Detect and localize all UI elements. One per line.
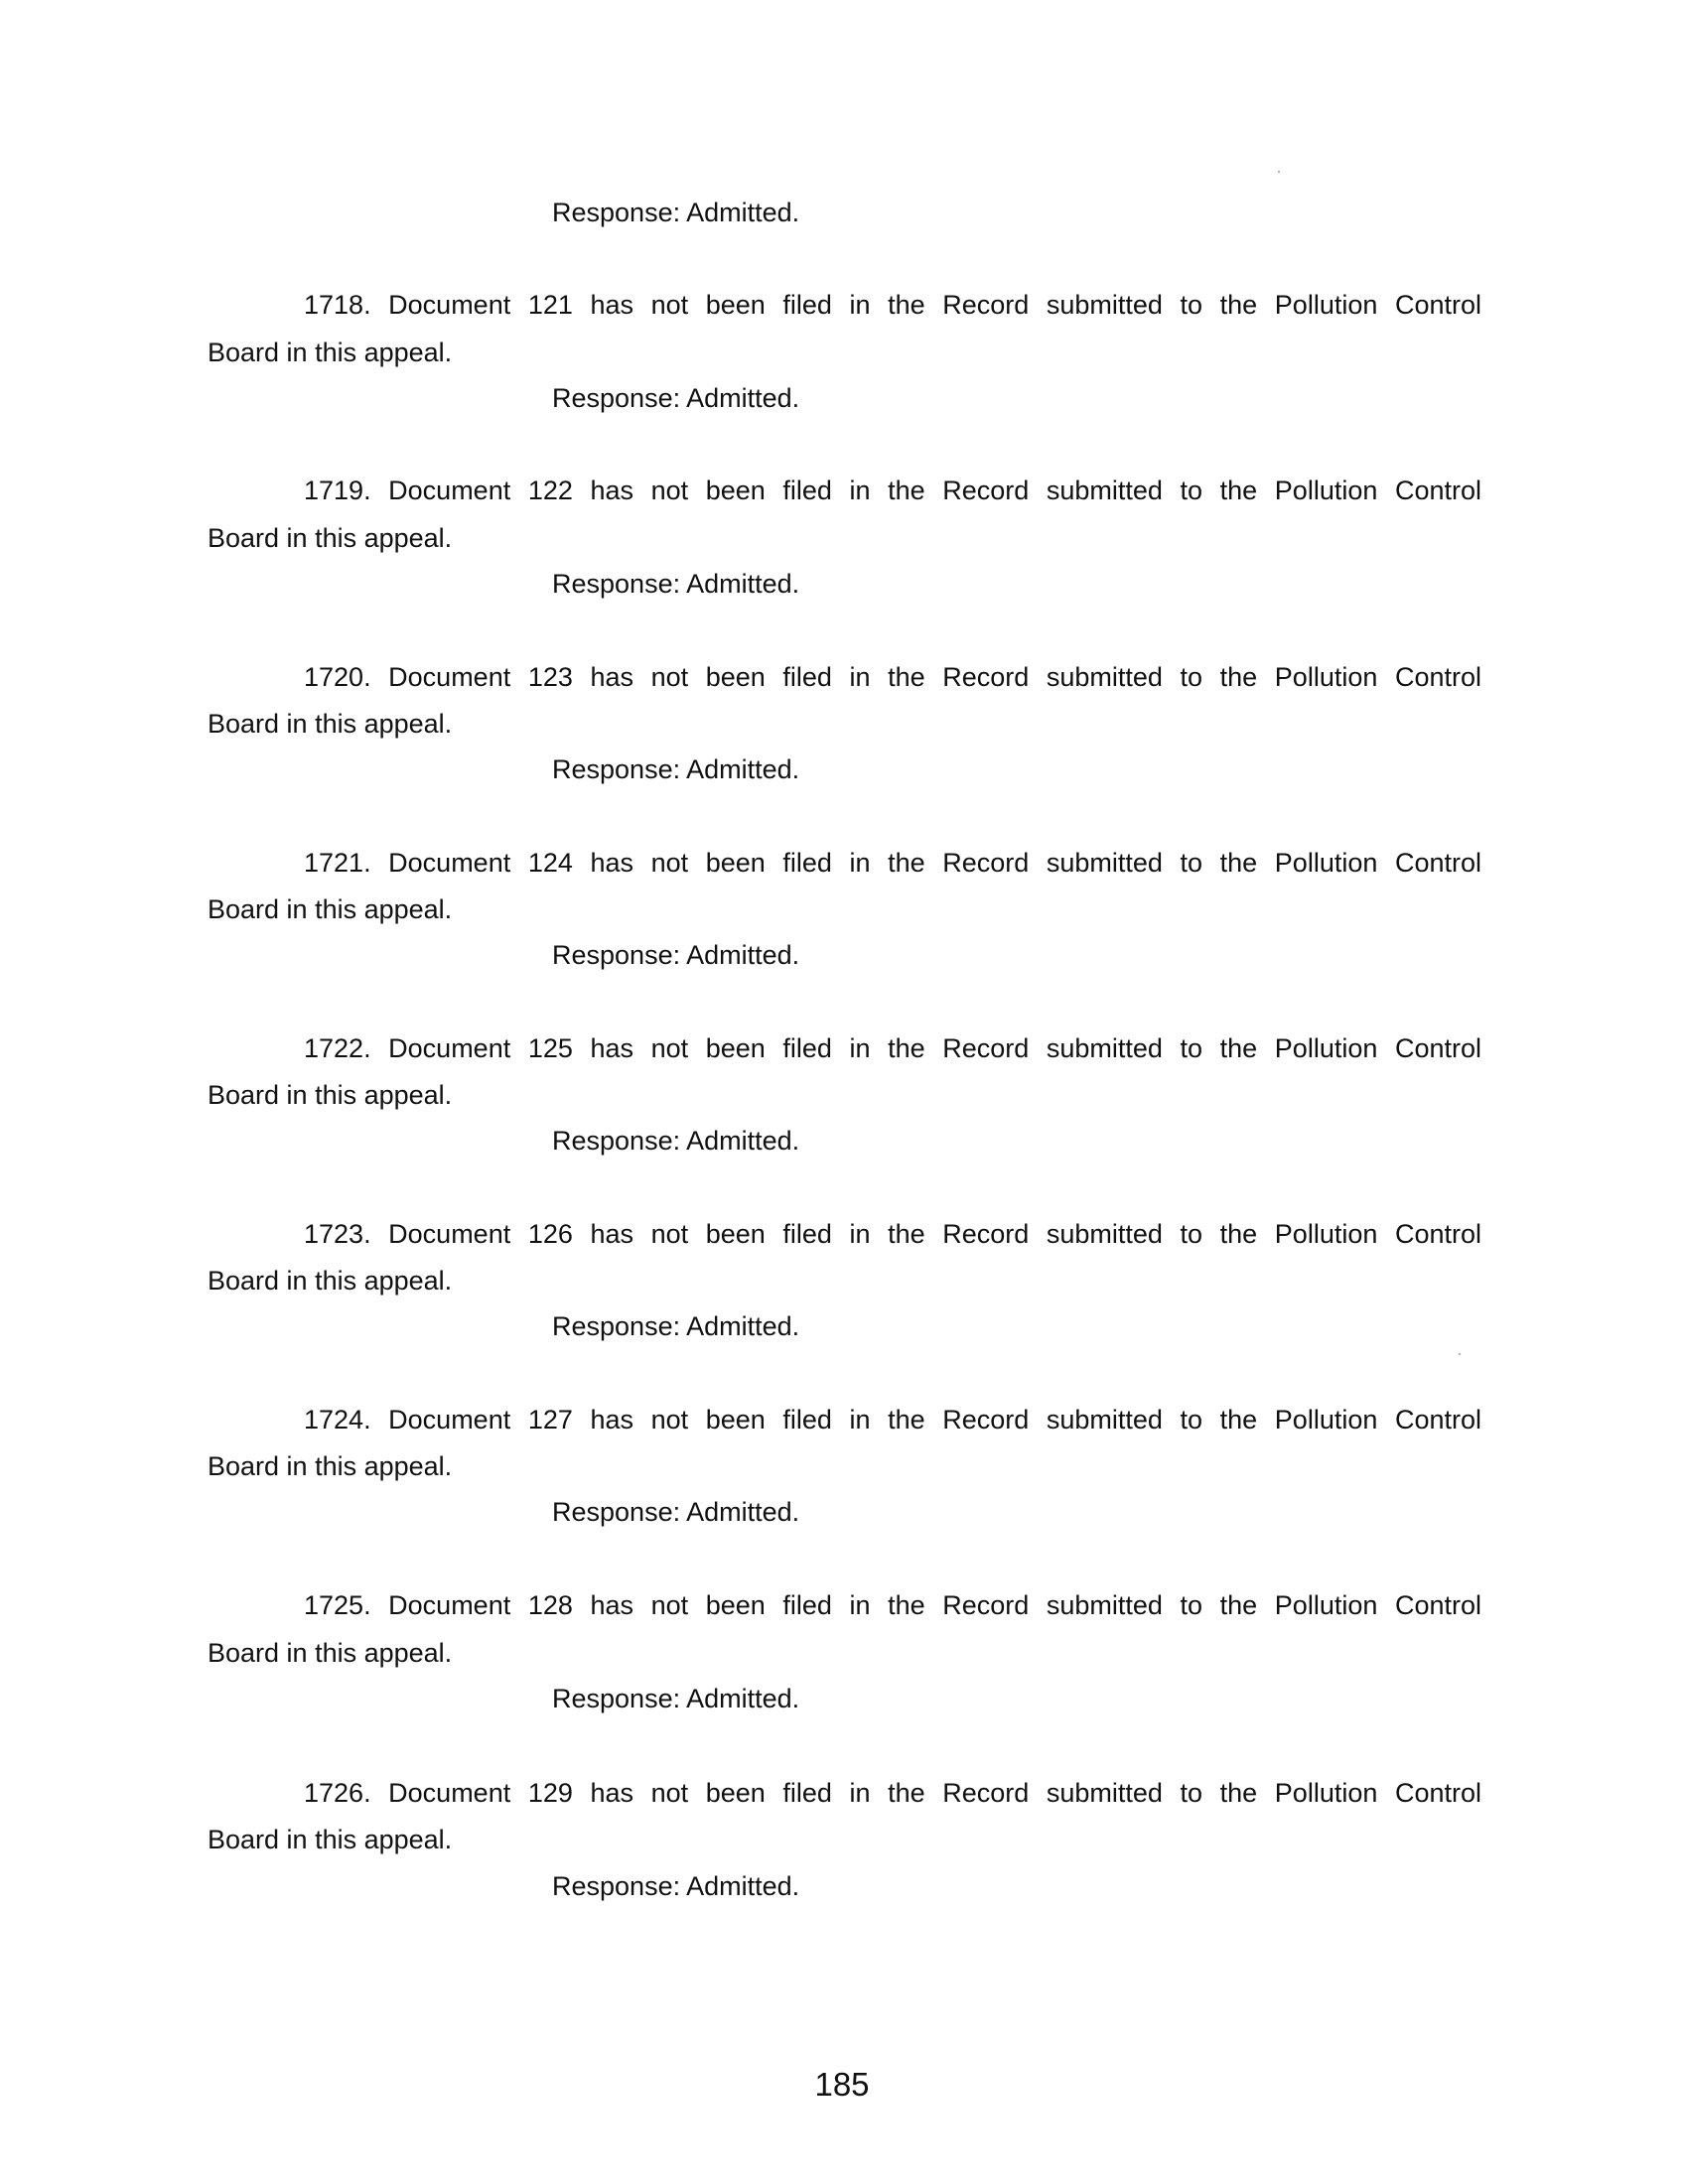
paragraph-continuation: Board in this appeal. <box>208 523 453 553</box>
paragraph-continuation: Board in this appeal. <box>208 1825 453 1854</box>
paragraph-first-line: 1720. Document 123 has not been filed in the Record submitted to the Pollution Control <box>304 662 1481 692</box>
paragraph-continuation: Board in this appeal. <box>208 1638 453 1668</box>
paragraph-first-line: 1725. Document 128 has not been filed in the Record submitted to the Pollution Control <box>304 1590 1481 1620</box>
paragraph-continuation: Board in this appeal. <box>208 894 453 924</box>
paragraph-first-line: 1723. Document 126 has not been filed in the Record submitted to the Pollution Control <box>304 1219 1481 1249</box>
response-text: Response: Admitted. <box>552 383 800 413</box>
paragraph-continuation: Board in this appeal. <box>208 1451 453 1481</box>
response-text: Response: Admitted. <box>552 1497 800 1527</box>
response-text: Response: Admitted. <box>552 1311 800 1341</box>
paragraph-continuation: Board in this appeal. <box>208 1080 453 1110</box>
paragraph-continuation: Board in this appeal. <box>208 338 453 367</box>
response-text: Response: Admitted. <box>552 198 800 227</box>
paragraph-continuation: Board in this appeal. <box>208 709 453 739</box>
scan-speck <box>1278 171 1280 173</box>
response-text: Response: Admitted. <box>552 1126 800 1156</box>
paragraph-first-line: 1718. Document 121 has not been filed in the Record submitted to the Pollution Control <box>304 290 1481 320</box>
scan-speck <box>1459 1353 1461 1355</box>
paragraph-continuation: Board in this appeal. <box>208 1266 453 1296</box>
paragraph-first-line: 1721. Document 124 has not been filed in the Record submitted to the Pollution Control <box>304 848 1481 878</box>
paragraph-first-line: 1724. Document 127 has not been filed in the Record submitted to the Pollution Control <box>304 1405 1481 1434</box>
paragraph-first-line: 1726. Document 129 has not been filed in the Record submitted to the Pollution Control <box>304 1778 1481 1808</box>
response-text: Response: Admitted. <box>552 754 800 784</box>
response-text: Response: Admitted. <box>552 1684 800 1713</box>
response-text: Response: Admitted. <box>552 569 800 599</box>
paragraph-first-line: 1722. Document 125 has not been filed in the Record submitted to the Pollution Control <box>304 1033 1481 1063</box>
response-text: Response: Admitted. <box>552 940 800 970</box>
page-number: 185 <box>814 2066 870 2103</box>
response-text: Response: Admitted. <box>552 1871 800 1901</box>
paragraph-first-line: 1719. Document 122 has not been filed in the Record submitted to the Pollution Control <box>304 476 1481 505</box>
